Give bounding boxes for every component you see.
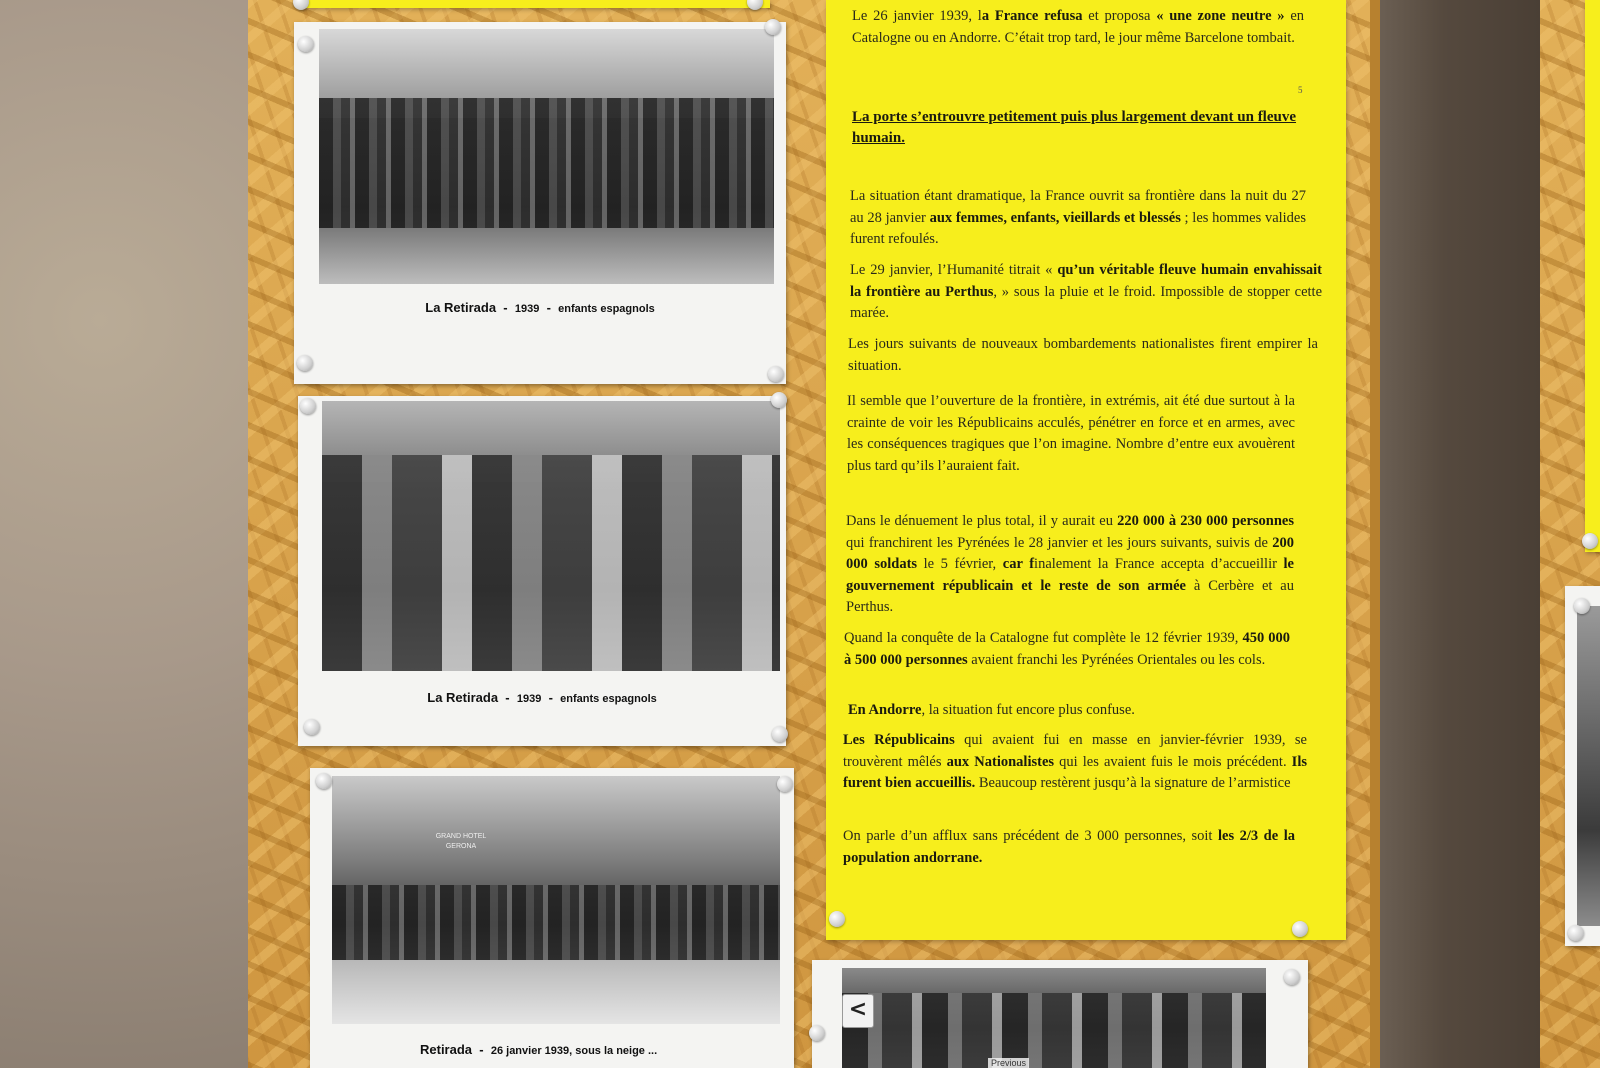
photo-sheet-1 xyxy=(294,22,786,384)
photo-sheet-2 xyxy=(298,396,786,746)
paragraph-text: le 5 février, xyxy=(917,556,1003,572)
paragraph-bold: qu’un véritable fleuve humain envahissait la frontière au Perthus xyxy=(850,262,1322,300)
paragraph-text: On parle d’un afflux sans précédent de 3 000 personnes, soit xyxy=(843,828,1218,844)
wall-left xyxy=(0,0,250,1068)
page-number: 5 xyxy=(1298,85,1303,95)
paragraph-text: Quand la conquête de la Catalogne fut complète le 12 février 1939, xyxy=(844,630,1243,646)
photo-figures xyxy=(842,993,1266,1068)
previous-label: Previous xyxy=(988,1058,1029,1068)
paragraph-text: ; les hommes valides furent refoulés. xyxy=(850,209,1307,247)
paragraph-bold: aux femmes, enfants, vieillards et blessés xyxy=(929,209,1181,226)
pushpin xyxy=(768,366,784,382)
photo-caption xyxy=(298,690,786,705)
intro-text: et proposa xyxy=(1082,8,1157,24)
photo-figures xyxy=(322,455,780,671)
caption-subtitle: enfants espagnols xyxy=(560,693,657,705)
intro-text: en Catalogne ou en Andorre. C’était trop tard, le jour même Barcelone tombait. xyxy=(852,8,1305,46)
paragraph-text: qui les avaient fuis le mois précédent. xyxy=(1054,753,1292,770)
paragraph-text: Dans le dénuement le plus total, il y aurait eu xyxy=(846,513,1118,529)
paragraph-bold: les 2/3 de la population andorrane. xyxy=(843,828,1295,866)
intro-bold: a France refusa xyxy=(981,8,1083,24)
caption-year: 1939 xyxy=(514,303,540,315)
paragraph-text: Le 29 janvier, l’Humanité titrait « xyxy=(850,262,1058,278)
pushpin xyxy=(809,1025,825,1041)
paragraph-9 xyxy=(843,826,1295,869)
caption-year: 1939 xyxy=(516,693,542,705)
pushpin xyxy=(829,911,845,927)
intro-paragraph xyxy=(852,6,1304,49)
photo-caption xyxy=(294,300,786,315)
photo-refugee-children-line xyxy=(319,29,774,284)
paragraph-bold: Les Républicains xyxy=(843,732,955,748)
photo-mother-and-children xyxy=(322,401,780,671)
paragraph-bold: En Andorre xyxy=(848,702,922,718)
paragraph-text: , la situation fut encore plus confuse. xyxy=(921,702,1135,718)
photo-refugee-column-snow xyxy=(332,776,780,1024)
intro-bold: « une zone neutre » xyxy=(1156,8,1285,24)
wall-gap xyxy=(1380,0,1540,1068)
paragraph-bold: 200 000 soldats xyxy=(846,534,1294,572)
paragraph-bold: 450 000 à 500 000 personnes xyxy=(844,630,1291,668)
pushpin xyxy=(771,392,787,408)
photo-crowd xyxy=(319,98,774,238)
photo-sheet-3 xyxy=(310,768,794,1068)
paragraph-text: qui avaient fui en masse en janvier-février 1939, se trouvèrent mêlés xyxy=(843,732,1307,770)
photo-soldiers xyxy=(842,968,1266,1068)
paragraph-4: Il semble que l’ouverture de la frontière, in extrémis, ait été due surtout à la crainte de voir les Républicains acculés, pénétrer en force et en armes, avec les conséquences tragiques que l’on imagine. Nombre d’entre eux avouèrent plus tard qu’ils l’auraient fait. xyxy=(847,393,1295,474)
pushpin xyxy=(772,726,788,742)
paragraph-8 xyxy=(843,730,1307,795)
paragraph-text: , » sous la pluie et le froid. Impossible de stopper cette marée. xyxy=(850,283,1322,321)
photo-sign xyxy=(432,832,490,852)
photo-ground xyxy=(319,228,774,284)
caption-date: 26 janvier 1939, sous la neige ... xyxy=(490,1045,658,1057)
paragraph-bold: le gouvernement républicain et le reste de son armée xyxy=(846,556,1294,594)
caption-separator: - xyxy=(479,1042,484,1057)
paragraph-bold: Ils furent bien accueillis. xyxy=(843,753,1307,791)
chevron-left-icon[interactable]: < xyxy=(842,994,874,1028)
paragraph-2 xyxy=(850,260,1322,325)
pushpin xyxy=(1582,533,1598,549)
paragraph-5 xyxy=(846,511,1294,619)
pushpin xyxy=(1284,969,1300,985)
pushpin xyxy=(1292,921,1308,937)
paragraph-1 xyxy=(850,186,1306,251)
caption-title: La Retirada xyxy=(425,300,497,315)
caption-separator: - xyxy=(505,690,510,705)
pushpin xyxy=(1574,598,1590,614)
photo-caption xyxy=(420,1042,794,1057)
photo-sheet-edge xyxy=(1565,586,1600,946)
pushpin xyxy=(777,776,793,792)
paragraph-6 xyxy=(844,628,1290,671)
paragraph-text: Beaucoup restèrent jusqu’à la signature de l’armistice xyxy=(975,775,1291,791)
photo-crowd xyxy=(332,885,780,964)
top-yellow-strip xyxy=(300,0,770,8)
paragraph-text: à Cerbère et au Perthus. xyxy=(846,577,1294,615)
pushpin xyxy=(297,355,313,371)
paragraph-bold: aux Nationalistes xyxy=(946,753,1055,770)
pushpin xyxy=(298,36,314,52)
yellow-sheet-edge xyxy=(1585,0,1600,552)
caption-separator: - xyxy=(548,690,553,705)
paragraph-7 xyxy=(848,700,1294,722)
pushpin xyxy=(1568,925,1584,941)
pushpin xyxy=(316,773,332,789)
paragraph-text: inalement la France accepta d’accueillir xyxy=(1034,556,1284,572)
caption-separator: - xyxy=(503,300,508,315)
intro-text: Le 26 janvier 1939, l xyxy=(852,8,982,24)
pushpin xyxy=(765,19,781,35)
paragraph-3: Les jours suivants de nouveaux bombardements nationalistes firent empirer la situation. xyxy=(848,336,1318,374)
photo-snowy-road xyxy=(332,960,780,1024)
paragraph-text: qui franchirent les Pyrénées le 28 janvier et les jours suivants, suivis de xyxy=(846,534,1273,551)
paragraph-bold: car f xyxy=(1002,556,1035,572)
pushpin xyxy=(304,719,320,735)
caption-title: Retirada xyxy=(420,1042,473,1057)
caption-subtitle: enfants espagnols xyxy=(558,303,655,315)
paragraph-text: avaient franchi les Pyrénées Orientales ou les cols. xyxy=(967,651,1266,668)
photo-sheet-4 xyxy=(812,960,1308,1068)
caption-separator: - xyxy=(546,300,551,315)
paragraph-text: La situation étant dramatique, la France ouvrit sa frontière dans la nuit du 27 au 28 janvier xyxy=(850,188,1306,226)
section-heading: La porte s’entrouvre petitement puis plus largement devant un fleuve humain. xyxy=(852,109,1297,146)
paragraph-bold: 220 000 à 230 000 personnes xyxy=(1117,513,1294,529)
pushpin xyxy=(300,398,316,414)
photo-partial xyxy=(1577,606,1600,926)
photo-sign-top: GRAND HOTEL xyxy=(435,833,487,840)
caption-title: La Retirada xyxy=(427,690,499,705)
photo-sign-bottom: GERONA xyxy=(445,843,477,850)
